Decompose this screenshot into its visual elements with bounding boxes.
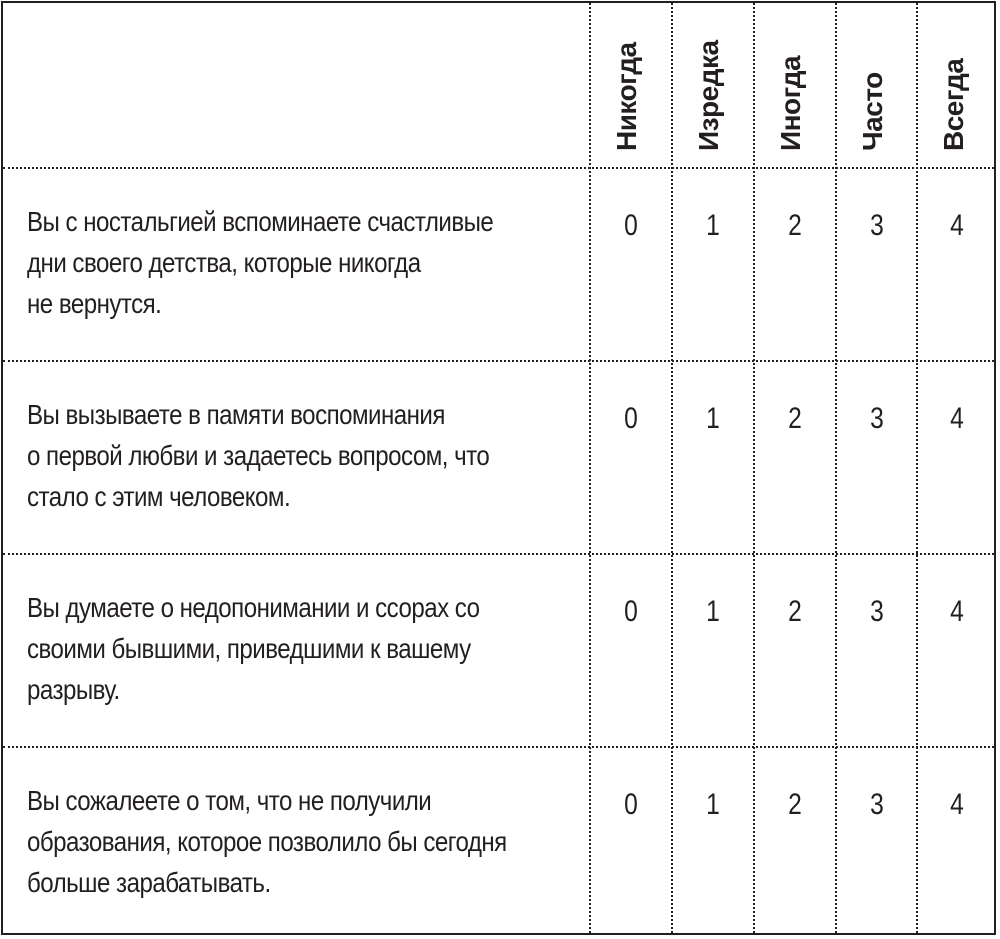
question-line: о первой любви и задаетесь вопросом, что	[27, 440, 490, 471]
row-divider	[3, 553, 994, 555]
column-header-often: Часто	[857, 72, 888, 151]
score-sometimes[interactable]: 2	[788, 402, 802, 435]
score-rarely[interactable]: 1	[706, 788, 720, 821]
score-often[interactable]: 3	[870, 595, 884, 628]
score-sometimes[interactable]: 2	[788, 209, 802, 242]
score-often[interactable]: 3	[870, 209, 884, 242]
questionnaire-table	[1, 1, 996, 935]
question-line: своими бывшими, приведшими к вашему	[27, 633, 471, 664]
column-divider	[671, 3, 673, 933]
column-divider	[589, 3, 591, 933]
score-sometimes[interactable]: 2	[788, 595, 802, 628]
score-often[interactable]: 3	[870, 788, 884, 821]
question-text	[27, 587, 509, 710]
question-line: разрыву.	[27, 674, 120, 705]
column-header-sometimes: Иногда	[775, 55, 806, 151]
column-divider	[835, 3, 837, 933]
question-line: стало с этим человеком.	[27, 481, 291, 512]
column-divider	[916, 3, 918, 933]
score-never[interactable]: 0	[624, 209, 638, 242]
score-always[interactable]: 4	[950, 788, 964, 821]
score-rarely[interactable]: 1	[706, 402, 720, 435]
row-divider	[3, 167, 994, 169]
score-rarely[interactable]: 1	[706, 209, 720, 242]
score-never[interactable]: 0	[624, 595, 638, 628]
score-sometimes[interactable]: 2	[788, 788, 802, 821]
row-divider	[3, 360, 994, 362]
question-line: не вернутся.	[27, 288, 162, 319]
question-line: Вы вызываете в памяти воспоминания	[27, 399, 445, 430]
question-line: образования, которое позволило бы сегодня	[27, 826, 507, 857]
score-often[interactable]: 3	[870, 402, 884, 435]
question-line: дни своего детства, которые никогда	[27, 247, 421, 278]
row-divider	[3, 746, 994, 748]
question-line: больше зарабатывать.	[27, 867, 271, 898]
question-text	[27, 201, 509, 324]
question-text	[27, 394, 509, 517]
score-always[interactable]: 4	[950, 402, 964, 435]
question-line: Вы с ностальгией вспоминаете счастливые	[27, 206, 494, 237]
column-header-rarely: Изредка	[693, 40, 724, 151]
score-never[interactable]: 0	[624, 402, 638, 435]
column-header-never: Никогда	[611, 42, 642, 151]
column-divider	[753, 3, 755, 933]
score-always[interactable]: 4	[950, 595, 964, 628]
score-never[interactable]: 0	[624, 788, 638, 821]
question-line: Вы думаете о недопонимании и ссорах со	[27, 592, 480, 623]
question-line: Вы сожалеете о том, что не получили	[27, 785, 432, 816]
question-text	[27, 780, 509, 903]
score-always[interactable]: 4	[950, 209, 964, 242]
column-header-always: Всегда	[938, 58, 969, 151]
score-rarely[interactable]: 1	[706, 595, 720, 628]
